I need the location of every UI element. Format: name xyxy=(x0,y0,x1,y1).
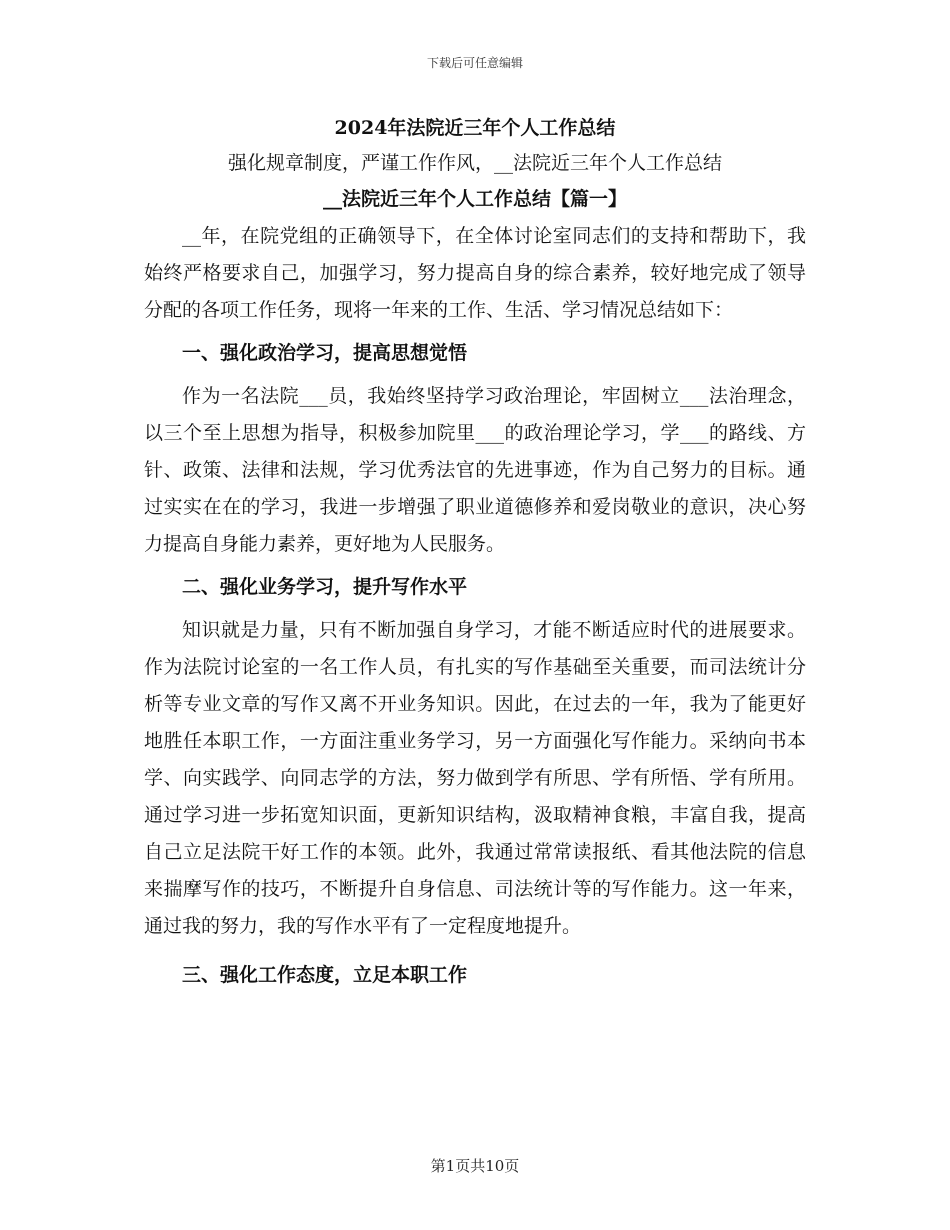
document-body xyxy=(144,110,806,1000)
section-heading-2: 二、强化业务学习，提升写作水平 xyxy=(182,576,468,598)
section-body-2: 知识就是力量，只有不断加强自身学习，才能不断适应时代的进展要求。作为法院讨论室的一名工作人员，有扎实的写作基础至关重要，而司法统计分析等专业文章的写作又离不开业务知识。因此，在过去的一年，我为了能更好地胜任本职工作，一方面注重业务学习，另一方面强化写作能力。采纳向书本学、向实践学、向同志学的方法，努力做到学有所思、学有所悟、学有所用。通过学习进一步拓宽知识面，更新知识结构，汲取精神食粮，丰富自我，提高自己立足法院干好工作的本领。此外，我通过常常读报纸、看其他法院的信息来揣摩写作的技巧，不断提升自身信息、司法统计等的写作能力。这一年来，通过我的努力，我的写作水平有了一定程度地提升。 xyxy=(144,619,806,937)
section-heading-3: 三、强化工作态度，立足本职工作 xyxy=(182,964,468,986)
header-note: 下载后可任意编辑 xyxy=(426,56,523,70)
page-number: 第1页共10页 xyxy=(430,1157,520,1175)
document-subtitle: 强化规章制度，严谨工作作风，__法院近三年个人工作总结 xyxy=(227,152,722,174)
intro-paragraph: __年，在院党组的正确领导下，在全体讨论室同志们的支持和帮助下，我始终严格要求自己，加强学习，努力提高自身的综合素养，较好地完成了领导分配的各项工作任务，现将一年来的工作、生活、学习情况总结如下： xyxy=(144,225,806,321)
section-heading-1: 一、强化政治学习，提高思想觉悟 xyxy=(182,342,468,364)
section-title: __法院近三年个人工作总结【篇一】 xyxy=(322,188,627,210)
section-body-1: 作为一名法院___员，我始终坚持学习政治理论，牢固树立___法治理念，以三个至上思想为指导，积极参加院里___的政治理论学习，学___的路线、方针、政策、法律和法规，学习优秀法官的先进事迹，作为自己努力的目标。通过实实在在的学习，我进一步增强了职业道德修养和爱岗敬业的意识，决心努力提高自身能力素养，更好地为人民服务。 xyxy=(144,385,806,555)
document-title: 2024年法院近三年个人工作总结 xyxy=(334,117,616,139)
